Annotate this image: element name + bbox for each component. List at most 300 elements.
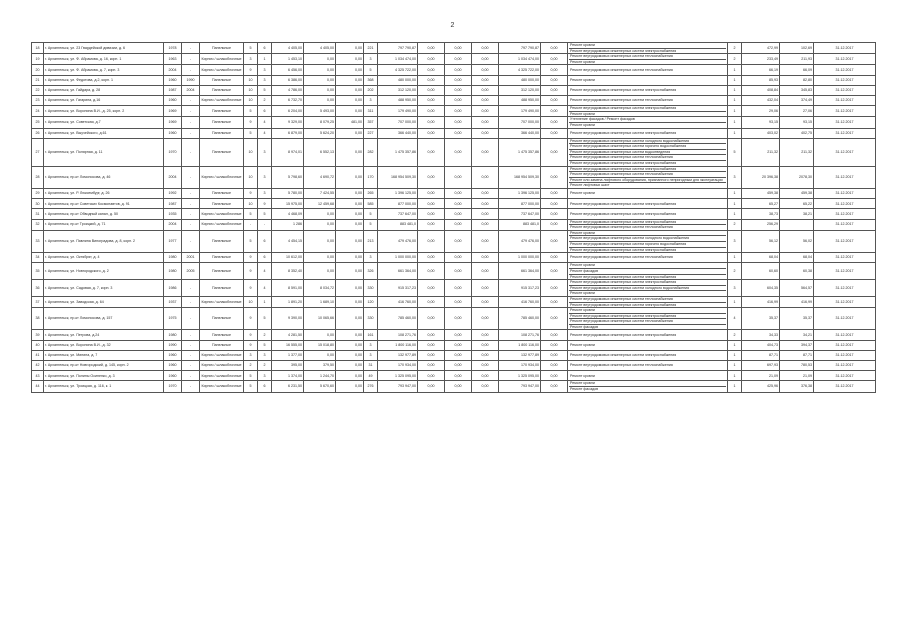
- cell-fl: 5: [244, 106, 258, 117]
- cell-cost: 179 490,00: [378, 106, 418, 117]
- cell-b5: 0,00: [541, 361, 568, 371]
- cell-no: 22: [32, 85, 44, 95]
- cell-a1: 6 879,00: [272, 128, 304, 138]
- cell-mat: Кирпич / шлакоблочные: [200, 95, 244, 105]
- cell-fl: 3: [244, 350, 258, 360]
- cell-mat: Кирпич / шлакоблочные: [200, 371, 244, 381]
- cell-b1: 0,00: [418, 166, 445, 188]
- table-row: [32, 253, 876, 263]
- cell-en: 6: [258, 381, 272, 392]
- table-row: [32, 85, 876, 95]
- cell-b4: 785 460,00: [499, 308, 541, 330]
- cell-addr: г. Архангельск, пр-кт Ломоносова, д. 157: [44, 308, 164, 330]
- cell-b2: 0,00: [445, 381, 472, 392]
- cell-fl: 9: [244, 263, 258, 280]
- cell-a1: 4 786,00: [272, 85, 304, 95]
- work-item: Ремонт фасадов: [569, 269, 726, 275]
- cell-b3: 0,00: [472, 209, 499, 219]
- cell-a1: 8 352,40: [272, 263, 304, 280]
- cell-b1: 0,00: [418, 209, 445, 219]
- cell-v2: 60,38: [780, 263, 814, 280]
- cell-n: 1: [728, 199, 742, 209]
- cell-en: 5: [258, 85, 272, 95]
- cell-mat: Панельные: [200, 189, 244, 199]
- work-item: Ремонт кровли: [570, 122, 595, 127]
- cell-b5: 0,00: [541, 138, 568, 166]
- cell-en: 6: [258, 43, 272, 54]
- cell-no: 31: [32, 209, 44, 219]
- cell-no: 24: [32, 106, 44, 117]
- cell-date: 31.12.2017: [814, 296, 876, 307]
- cell-n: 1: [728, 381, 742, 392]
- table-row: [32, 209, 876, 219]
- table-row: [32, 330, 876, 340]
- cell-no: 29: [32, 189, 44, 199]
- cell-v2: 459,38: [780, 189, 814, 199]
- cell-v2: [780, 219, 814, 230]
- cell-addr: г. Архангельск, ул. Новгородского, д. 2: [44, 263, 164, 280]
- cell-b5: 0,00: [541, 330, 568, 340]
- cell-date: 31.12.2017: [814, 106, 876, 117]
- cell-v2: 416,99: [780, 296, 814, 307]
- cell-b2: 0,00: [445, 371, 472, 381]
- cell-b2: 0,00: [445, 199, 472, 209]
- cell-a1: 4 454,15: [272, 230, 304, 252]
- works-cell: [568, 330, 728, 340]
- cell-a2: 8 034,72: [304, 280, 336, 297]
- cell-res: 282: [364, 138, 378, 166]
- cell-b2: 0,00: [445, 117, 472, 128]
- cell-y2: 2001: [182, 253, 200, 263]
- cell-v1: 211,32: [742, 138, 780, 166]
- cell-addr: г. Архангельск, ул. Воронина В.И., д. 32: [44, 340, 164, 350]
- cell-year: 1937: [164, 296, 182, 307]
- cell-n: 1: [728, 85, 742, 95]
- cell-year: 2004: [164, 219, 182, 230]
- cell-no: 38: [32, 308, 44, 330]
- cell-v1: 459,38: [742, 189, 780, 199]
- cell-date: 31.12.2017: [814, 361, 876, 371]
- cell-v1: 256,29: [742, 219, 780, 230]
- cell-date: 31.12.2017: [814, 54, 876, 65]
- cell-cost: 797 790,87: [378, 43, 418, 54]
- works-cell: [568, 75, 728, 85]
- cell-cost: 108 271,76: [378, 330, 418, 340]
- cell-res: 3: [364, 253, 378, 263]
- cell-cost: 737 647,00: [378, 209, 418, 219]
- cell-b3: 0,00: [472, 253, 499, 263]
- cell-b4: 480 000,00: [499, 75, 541, 85]
- work-item: Ремонт внутридомовых инженерных систем электроснабжения: [569, 220, 726, 226]
- cell-v1: 697,93: [742, 361, 780, 371]
- cell-v1: 85,93: [742, 75, 780, 85]
- cell-a3: 481,00: [336, 117, 364, 128]
- cell-b4: 1 325 095,00: [499, 371, 541, 381]
- cell-b5: 0,00: [541, 280, 568, 297]
- cell-b2: 0,00: [445, 43, 472, 54]
- cell-a1: 15 975,00: [272, 199, 304, 209]
- cell-b4: 488 950,00: [499, 95, 541, 105]
- cell-a1: 4 468,09: [272, 209, 304, 219]
- cell-a1: 4 281,50: [272, 330, 304, 340]
- cell-fl: 9: [244, 308, 258, 330]
- cell-year: 1963: [164, 54, 182, 65]
- cell-b5: 0,00: [541, 230, 568, 252]
- cell-mat: Панельные: [200, 128, 244, 138]
- cell-b1: 0,00: [418, 308, 445, 330]
- cell-v2: 402,75: [780, 128, 814, 138]
- work-item: Ремонт внутридомовых инженерных систем электроснабжения: [570, 161, 677, 166]
- cell-a2: 8 079,25: [304, 117, 336, 128]
- cell-en: 3: [258, 371, 272, 381]
- cell-b1: 0,00: [418, 361, 445, 371]
- cell-b1: 0,00: [418, 253, 445, 263]
- cell-year: 1990: [164, 340, 182, 350]
- cell-a2: 0,00: [304, 75, 336, 85]
- table-row: [32, 308, 876, 330]
- cell-n: 1: [728, 340, 742, 350]
- cell-no: 19: [32, 54, 44, 65]
- cell-v1: 87,71: [742, 350, 780, 360]
- cell-y2: -: [182, 138, 200, 166]
- cell-b5: 0,00: [541, 166, 568, 188]
- work-item: Ремонт внутридомовых инженерных систем горячего водоснабжения: [569, 144, 726, 150]
- cell-addr: г. Архангельск, ул. Полины Осипенко, д. 3: [44, 371, 164, 381]
- cell-no: 34: [32, 253, 44, 263]
- cell-date: 31.12.2017: [814, 75, 876, 85]
- cell-y2: -: [182, 330, 200, 340]
- cell-a1: 6 204,00: [272, 106, 304, 117]
- cell-y2: -: [182, 95, 200, 105]
- cell-b5: 0,00: [541, 75, 568, 85]
- cell-b4: 312 120,00: [499, 85, 541, 95]
- cell-n: 1: [728, 106, 742, 117]
- cell-addr: г. Архангельск, ул. 23 Гвардейской дивизии, д. 6: [44, 43, 164, 54]
- cell-b1: 0,00: [418, 340, 445, 350]
- cell-res: 202: [364, 85, 378, 95]
- cell-b3: 0,00: [472, 371, 499, 381]
- cell-a3: 0,00: [336, 340, 364, 350]
- work-item: Ремонт кровли: [569, 263, 726, 269]
- cell-v1: 38,73: [742, 209, 780, 219]
- work-item: Ремонт внутридомовых инженерных систем электроснабжения: [569, 314, 726, 320]
- table-row: [32, 230, 876, 252]
- cell-v2: 35,37: [780, 308, 814, 330]
- cell-b5: 0,00: [541, 381, 568, 392]
- cell-n: 1: [728, 65, 742, 75]
- cell-b1: 0,00: [418, 65, 445, 75]
- cell-year: 1969: [164, 106, 182, 117]
- work-item: Ремонт внутридомовых инженерных систем электроснабжения: [569, 167, 726, 173]
- cell-v1: 34,33: [742, 330, 780, 340]
- cell-cost: 1 475 357,86: [378, 138, 418, 166]
- cell-mat: Панельные: [200, 280, 244, 297]
- cell-n: 1: [728, 128, 742, 138]
- cell-mat: Панельные: [200, 253, 244, 263]
- cell-a1: 1 374,00: [272, 371, 304, 381]
- cell-b5: 0,00: [541, 65, 568, 75]
- cell-fl: 9: [244, 330, 258, 340]
- cell-res: 276: [364, 381, 378, 392]
- cell-b4: 132 977,89: [499, 350, 541, 360]
- cell-b4: 179 490,00: [499, 106, 541, 117]
- cell-no: 35: [32, 263, 44, 280]
- cell-b5: 0,00: [541, 253, 568, 263]
- cell-res: 326: [364, 263, 378, 280]
- cell-a3: 0,00: [336, 219, 364, 230]
- work-item: Ремонт внутридомовых инженерных систем теплоснабжения: [570, 255, 673, 260]
- cell-a2: 5 670,60: [304, 381, 336, 392]
- cell-mat: Панельные: [200, 43, 244, 54]
- work-item: Ремонт внутридомовых инженерных систем водоотведения: [569, 150, 726, 156]
- cell-fl: 9: [244, 280, 258, 297]
- cell-cost: 793 947,00: [378, 381, 418, 392]
- cell-en: 3: [258, 65, 272, 75]
- cell-b5: 0,00: [541, 199, 568, 209]
- cell-a2: 5 624,20: [304, 128, 336, 138]
- cell-v2: 394,37: [780, 340, 814, 350]
- cell-b4: 915 317,23: [499, 280, 541, 297]
- cell-no: 37: [32, 296, 44, 307]
- cell-no: 18: [32, 43, 44, 54]
- cell-a3: 0,00: [336, 308, 364, 330]
- cell-mat: Кирпич / шлакоблочные: [200, 296, 244, 307]
- cell-date: 31.12.2017: [814, 330, 876, 340]
- cell-mat: Кирпич / шлакоблочные: [200, 350, 244, 360]
- cell-year: 1992: [164, 189, 182, 199]
- cell-a2: 7 424,55: [304, 189, 336, 199]
- cell-res: 3: [364, 95, 378, 105]
- cell-a3: 0,00: [336, 128, 364, 138]
- cell-addr: г. Архангельск, ул. Павлина Виноградова, д. 8, корп. 2: [44, 230, 164, 252]
- cell-year: 1975: [164, 308, 182, 330]
- cell-a2: 0,00: [304, 65, 336, 75]
- cell-res: 170: [364, 166, 378, 188]
- table-row: [32, 43, 876, 54]
- work-item: Ремонт кровли: [569, 381, 726, 387]
- cell-v2: 102,69: [780, 43, 814, 54]
- work-item: Ремонт внутридомовых инженерных систем электроснабжения: [570, 274, 677, 279]
- cell-y2: -: [182, 117, 200, 128]
- cell-mat: Панельные: [200, 230, 244, 252]
- cell-b5: 0,00: [541, 128, 568, 138]
- cell-date: 31.12.2017: [814, 209, 876, 219]
- work-item: Ремонт кровли: [570, 291, 595, 296]
- cell-year: 1960: [164, 361, 182, 371]
- cell-v1: 233,49: [742, 54, 780, 65]
- cell-mat: Панельные: [200, 75, 244, 85]
- cell-y2: -: [182, 219, 200, 230]
- works-cell: [568, 199, 728, 209]
- cell-b4: 877 000,00: [499, 199, 541, 209]
- cell-a1: 9 329,00: [272, 117, 304, 128]
- cell-y2: -: [182, 350, 200, 360]
- cell-addr: г. Архангельск, пр-кт Троицкий, д. 71: [44, 219, 164, 230]
- cell-b4: 1 800 116,00: [499, 340, 541, 350]
- works-cell: [568, 296, 728, 307]
- cell-v1: 68,04: [742, 253, 780, 263]
- works-cell: [568, 253, 728, 263]
- works-cell: [568, 219, 728, 230]
- cell-b5: 0,00: [541, 296, 568, 307]
- cell-no: 36: [32, 280, 44, 297]
- cell-cost: 170 934,00: [378, 361, 418, 371]
- cell-date: 31.12.2017: [814, 189, 876, 199]
- cell-b1: 0,00: [418, 85, 445, 95]
- cell-date: 31.12.2017: [814, 219, 876, 230]
- cell-fl: 3: [244, 54, 258, 65]
- cell-b4: 737 647,00: [499, 209, 541, 219]
- work-item: Ремонт внутридомовых инженерных систем электроснабжения: [570, 211, 677, 216]
- cell-v1: 403,02: [742, 128, 780, 138]
- cell-n: 2: [728, 219, 742, 230]
- cell-y2: -: [182, 280, 200, 297]
- works-cell: [568, 85, 728, 95]
- cell-b3: 0,00: [472, 166, 499, 188]
- cell-b1: 0,00: [418, 280, 445, 297]
- cell-b1: 0,00: [418, 75, 445, 85]
- cell-cost: 661 364,00: [378, 263, 418, 280]
- cell-en: 4: [258, 280, 272, 297]
- work-item: Ремонт внутридомовых инженерных систем электроснабжения: [570, 302, 677, 307]
- cell-b2: 0,00: [445, 350, 472, 360]
- works-cell: [568, 280, 728, 297]
- cell-v2: 780,53: [780, 361, 814, 371]
- cell-mat: Панельные: [200, 85, 244, 95]
- cell-a2: 0,00: [304, 219, 336, 230]
- cell-n: 3: [728, 230, 742, 252]
- cell-date: 31.12.2017: [814, 128, 876, 138]
- cell-b3: 0,00: [472, 43, 499, 54]
- work-item: Ремонт внутридомовых инженерных систем электроснабжения: [570, 201, 677, 206]
- cell-no: 42: [32, 361, 44, 371]
- table-row: [32, 54, 876, 65]
- works-cell: [568, 95, 728, 105]
- cell-en: 9: [258, 199, 272, 209]
- cell-cost: 480 000,00: [378, 75, 418, 85]
- cell-no: 25: [32, 117, 44, 128]
- cell-y2: -: [182, 166, 200, 188]
- cell-cost: 132 977,89: [378, 350, 418, 360]
- cell-b2: 0,00: [445, 330, 472, 340]
- cell-a2: 0,00: [304, 330, 336, 340]
- cell-a1: 9 390,00: [272, 308, 304, 330]
- cell-a2: 0,00: [304, 209, 336, 219]
- cell-n: 1: [728, 361, 742, 371]
- cell-addr: г. Архангельск, ул. Октябрят, д. 4: [44, 253, 164, 263]
- table-row: [32, 296, 876, 307]
- work-item: Ремонт внутридомовых инженерных систем теплоснабжения: [569, 172, 726, 178]
- cell-a1: 5 780,00: [272, 189, 304, 199]
- cell-y2: -: [182, 54, 200, 65]
- cell-en: 4: [258, 263, 272, 280]
- cell-b3: 0,00: [472, 128, 499, 138]
- work-item: Ремонт кровли: [570, 77, 595, 82]
- works-cell: [568, 189, 728, 199]
- cell-a3: 0,00: [336, 209, 364, 219]
- works-cell: [568, 166, 728, 188]
- cell-b3: 0,00: [472, 65, 499, 75]
- cell-b4: 416 760,00: [499, 296, 541, 307]
- cell-a3: 0,00: [336, 371, 364, 381]
- cell-mat: Кирпич / шлакоблочные: [200, 54, 244, 65]
- cell-no: 21: [32, 75, 44, 85]
- cell-v1: 20 396,38: [742, 166, 780, 188]
- table-row: [32, 350, 876, 360]
- cell-n: 1: [728, 189, 742, 199]
- cell-fl: 10: [244, 296, 258, 307]
- cell-a1: 1 453,10: [272, 54, 304, 65]
- work-item: Ремонт внутридомовых инженерных систем теплоснабжения: [570, 363, 673, 368]
- cell-v2: 66,09: [780, 65, 814, 75]
- cell-b2: 0,00: [445, 209, 472, 219]
- work-item: Ремонт кровли: [570, 342, 595, 347]
- cell-en: 3: [258, 75, 272, 85]
- cell-b1: 0,00: [418, 189, 445, 199]
- cell-mat: Кирпич / шлакоблочные: [200, 166, 244, 188]
- cell-n: 1: [728, 371, 742, 381]
- cell-a2: 12 459,68: [304, 199, 336, 209]
- cell-no: 33: [32, 230, 44, 252]
- cell-a3: 0,00: [336, 95, 364, 105]
- work-item: Ремонт кровли: [569, 308, 726, 314]
- cell-mat: Панельные: [200, 340, 244, 350]
- cell-b1: 0,00: [418, 230, 445, 252]
- cell-y2: -: [182, 381, 200, 392]
- cell-addr: г. Архангельск, ул. Петрова, д.24: [44, 330, 164, 340]
- cell-b4: 168 954 509,30: [499, 166, 541, 188]
- cell-mat: Кирпич / шлакоблочные: [200, 381, 244, 392]
- cell-fl: 5: [244, 371, 258, 381]
- cell-v2: 376,38: [780, 381, 814, 392]
- cell-mat: Панельные: [200, 106, 244, 117]
- cell-res: 221: [364, 43, 378, 54]
- cell-b3: 0,00: [472, 199, 499, 209]
- works-cell: [568, 340, 728, 350]
- cell-n: 2: [728, 54, 742, 65]
- work-item: Ремонт внутридомовых инженерных систем теплоснабжения: [569, 54, 726, 60]
- cell-res: 357: [364, 117, 378, 128]
- table-row: [32, 138, 876, 166]
- table-row: [32, 263, 876, 280]
- cell-a3: 0,00: [336, 350, 364, 360]
- cell-addr: г. Архангельск, ул. Гайдара, д. 28: [44, 85, 164, 95]
- cell-b5: 0,00: [541, 189, 568, 199]
- cell-date: 31.12.2017: [814, 85, 876, 95]
- cell-addr: г. Архангельск, ул. Ф. Абрамова, д. 7, корп. 3: [44, 65, 164, 75]
- cell-en: 3: [258, 189, 272, 199]
- cell-addr: г. Архангельск, ул. Ф. Абрамова, д. 16, корп. 1: [44, 54, 164, 65]
- cell-v2: 374,49: [780, 95, 814, 105]
- cell-b4: 793 947,00: [499, 381, 541, 392]
- works-cell: [568, 308, 728, 330]
- works-cell: [568, 106, 728, 117]
- table-row: [32, 65, 876, 75]
- cell-year: 1960: [164, 128, 182, 138]
- cell-fl: -: [244, 219, 258, 230]
- works-cell: [568, 54, 728, 65]
- cell-v1: 65,27: [742, 199, 780, 209]
- cell-b2: 0,00: [445, 106, 472, 117]
- cell-fl: 5: [244, 43, 258, 54]
- cell-no: 41: [32, 350, 44, 360]
- cell-b1: 0,00: [418, 106, 445, 117]
- cell-a2: 10 065,66: [304, 308, 336, 330]
- work-item: Ремонт внутридомовых инженерных систем холодного водоснабжения: [569, 286, 726, 292]
- cell-a3: 0,00: [336, 138, 364, 166]
- cell-date: 31.12.2017: [814, 166, 876, 188]
- cell-b1: 0,00: [418, 138, 445, 166]
